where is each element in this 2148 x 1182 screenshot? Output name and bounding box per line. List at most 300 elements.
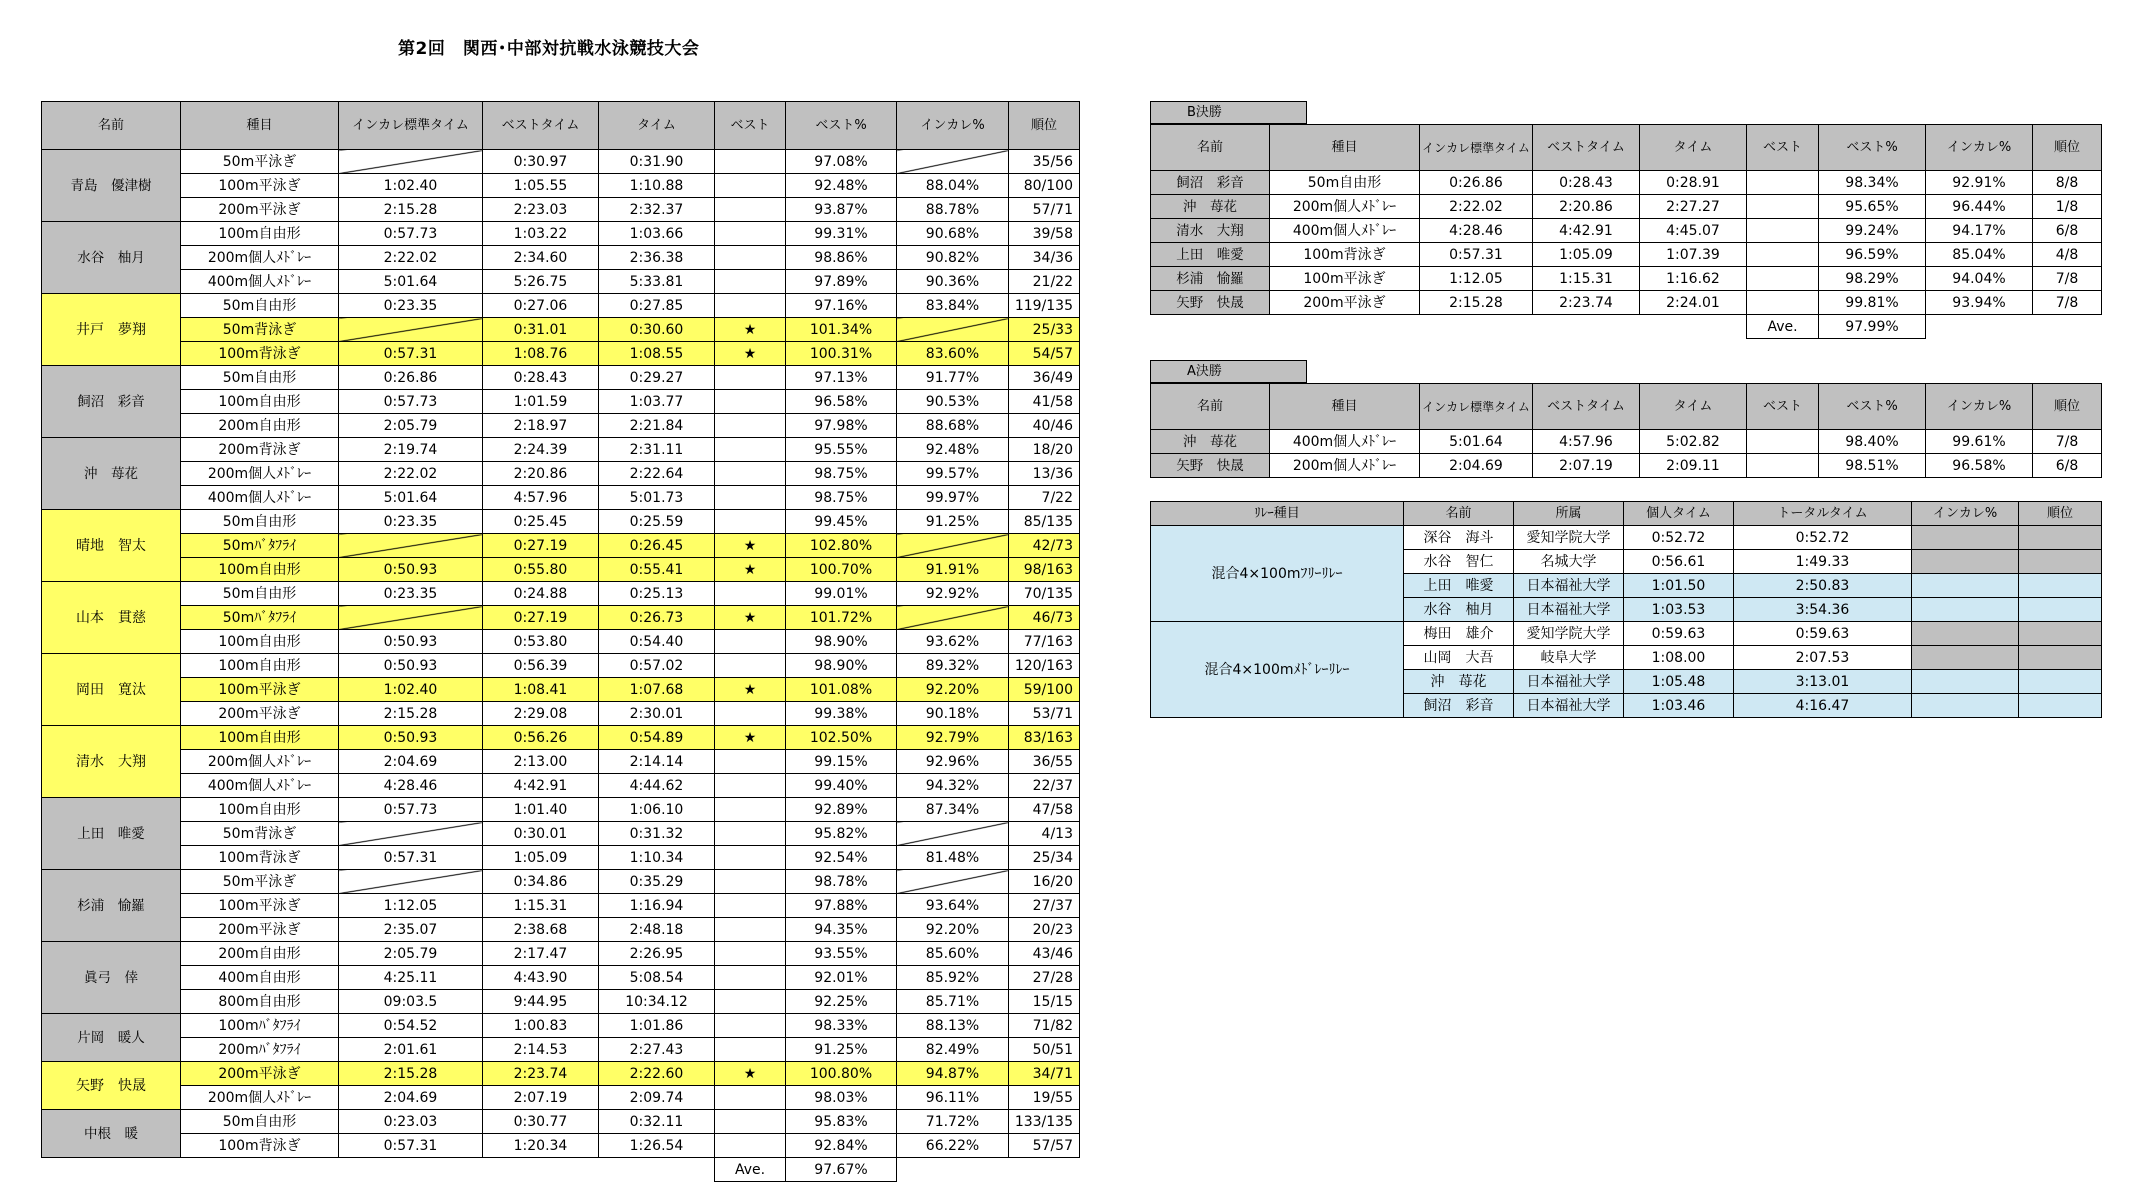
best-time-cell: 2:29.08 xyxy=(483,702,599,726)
event-cell: 50m自由形 xyxy=(181,510,339,534)
team-name: 愛知学院大学 xyxy=(1514,622,1624,646)
rank-cell xyxy=(2019,670,2102,694)
time-cell: 2:21.84 xyxy=(599,414,715,438)
event-cell: 200mﾊﾞﾀﾌﾗｲ xyxy=(181,1038,339,1062)
total-time: 0:52.72 xyxy=(1734,526,1912,550)
best-star-cell xyxy=(715,798,786,822)
swimmer-name: 山岡 大吾 xyxy=(1404,646,1514,670)
time-cell: 0:35.29 xyxy=(599,870,715,894)
standard-time-cell: 0:57.31 xyxy=(339,846,483,870)
b-final-table xyxy=(1150,124,2102,339)
average-label: Ave. xyxy=(1747,315,1819,339)
incolle-pct-cell: 94.17% xyxy=(1926,219,2033,243)
time-cell: 1:03.66 xyxy=(599,222,715,246)
time-cell: 0:25.59 xyxy=(599,510,715,534)
empty-cell xyxy=(1640,315,1747,339)
best-time-cell: 0:27.06 xyxy=(483,294,599,318)
event-cell: 400m個人ﾒﾄﾞﾚｰ xyxy=(1270,430,1420,454)
time-cell: 2:27.27 xyxy=(1640,195,1747,219)
table-row xyxy=(42,774,1080,798)
rank-cell: 13/36 xyxy=(1009,462,1080,486)
athlete-name: 水谷 柚月 xyxy=(42,222,181,294)
table-row xyxy=(42,1014,1080,1038)
table-row xyxy=(42,534,1080,558)
athlete-name: 山本 貫慈 xyxy=(42,582,181,654)
best-time-cell: 1:01.40 xyxy=(483,798,599,822)
rank-cell: 7/8 xyxy=(2033,430,2102,454)
incolle-pct-cell xyxy=(897,606,1009,630)
best-time-cell: 1:05.55 xyxy=(483,174,599,198)
event-cell: 50m自由形 xyxy=(181,294,339,318)
event-cell: 200m個人ﾒﾄﾞﾚｰ xyxy=(181,462,339,486)
table-row xyxy=(42,582,1080,606)
rank-cell: 7/8 xyxy=(2033,267,2102,291)
best-star-cell xyxy=(715,1134,786,1158)
relay-header-name: 名前 xyxy=(1404,502,1514,526)
best-star-cell xyxy=(715,846,786,870)
incolle-pct-cell: 88.04% xyxy=(897,174,1009,198)
incolle-pct-cell: 90.53% xyxy=(897,390,1009,414)
header-best-time: ベストタイム xyxy=(483,102,599,150)
standard-time-cell: 2:05.79 xyxy=(339,414,483,438)
standard-time-cell xyxy=(339,318,483,342)
athlete-name: 沖 苺花 xyxy=(42,438,181,510)
split-time: 0:52.72 xyxy=(1624,526,1734,550)
best-time-cell: 0:53.80 xyxy=(483,630,599,654)
incolle-pct-cell: 82.49% xyxy=(897,1038,1009,1062)
incolle-pct-cell xyxy=(1912,622,2019,646)
table-row xyxy=(42,438,1080,462)
event-cell: 400m個人ﾒﾄﾞﾚｰ xyxy=(1270,219,1420,243)
table-row xyxy=(42,966,1080,990)
standard-time-cell: 2:15.28 xyxy=(1420,291,1533,315)
total-time: 2:07.53 xyxy=(1734,646,1912,670)
rank-cell: 35/56 xyxy=(1009,150,1080,174)
table-row xyxy=(42,750,1080,774)
event-cell: 200m個人ﾒﾄﾞﾚｰ xyxy=(181,750,339,774)
incolle-pct-cell: 94.87% xyxy=(897,1062,1009,1086)
best-time-cell: 2:23.03 xyxy=(483,198,599,222)
time-cell: 2:09.74 xyxy=(599,1086,715,1110)
incolle-pct-cell: 85.71% xyxy=(897,990,1009,1014)
best-time-cell: 2:38.68 xyxy=(483,918,599,942)
relay-header-incolle-pct: インカレ% xyxy=(1912,502,2019,526)
best-star-cell: ★ xyxy=(715,318,786,342)
athlete-name: 晴地 智太 xyxy=(42,510,181,582)
best-star-cell xyxy=(715,150,786,174)
standard-time-cell: 0:57.73 xyxy=(339,390,483,414)
best-time-cell: 1:15.31 xyxy=(483,894,599,918)
best-star-cell: ★ xyxy=(715,558,786,582)
a-header-time: タイム xyxy=(1640,384,1747,430)
event-cell: 200m個人ﾒﾄﾞﾚｰ xyxy=(181,246,339,270)
standard-time-cell xyxy=(339,150,483,174)
event-cell: 200m平泳ぎ xyxy=(181,198,339,222)
standard-time-cell: 2:04.69 xyxy=(339,1086,483,1110)
standard-time-cell: 0:57.73 xyxy=(339,222,483,246)
table-row xyxy=(42,702,1080,726)
best-star-cell xyxy=(715,702,786,726)
best-time-cell: 0:27.19 xyxy=(483,606,599,630)
total-time: 2:50.83 xyxy=(1734,574,1912,598)
empty-cell xyxy=(1420,315,1533,339)
best-star-cell xyxy=(715,750,786,774)
split-time: 1:08.00 xyxy=(1624,646,1734,670)
split-time: 1:05.48 xyxy=(1624,670,1734,694)
standard-time-cell: 0:57.31 xyxy=(339,1134,483,1158)
b-header-std: インカレ標準タイム xyxy=(1420,125,1533,171)
rank-cell: 80/100 xyxy=(1009,174,1080,198)
best-time-cell: 0:30.77 xyxy=(483,1110,599,1134)
rank-cell: 39/58 xyxy=(1009,222,1080,246)
best-time-cell: 2:13.00 xyxy=(483,750,599,774)
best-time-cell: 1:08.76 xyxy=(483,342,599,366)
standard-time-cell: 5:01.64 xyxy=(339,486,483,510)
b-header-incolle-pct: インカレ% xyxy=(1926,125,2033,171)
table-row xyxy=(42,630,1080,654)
event-cell: 100m平泳ぎ xyxy=(181,678,339,702)
incolle-pct-cell xyxy=(897,318,1009,342)
event-cell: 100m自由形 xyxy=(181,798,339,822)
best-pct-cell: 98.75% xyxy=(786,486,897,510)
standard-time-cell: 5:01.64 xyxy=(1420,430,1533,454)
final-row xyxy=(1151,243,2102,267)
time-cell: 1:07.68 xyxy=(599,678,715,702)
event-cell: 200m個人ﾒﾄﾞﾚｰ xyxy=(181,1086,339,1110)
final-row xyxy=(1151,219,2102,243)
final-row xyxy=(1151,195,2102,219)
event-cell: 200m平泳ぎ xyxy=(181,702,339,726)
header-event: 種目 xyxy=(181,102,339,150)
best-star-cell: ★ xyxy=(715,342,786,366)
best-star-cell xyxy=(715,1038,786,1062)
incolle-pct-cell: 91.25% xyxy=(897,510,1009,534)
time-cell: 0:29.27 xyxy=(599,366,715,390)
rank-cell xyxy=(2019,646,2102,670)
rank-cell: 83/163 xyxy=(1009,726,1080,750)
rank-cell: 16/20 xyxy=(1009,870,1080,894)
time-cell: 2:31.11 xyxy=(599,438,715,462)
best-time-cell: 0:28.43 xyxy=(483,366,599,390)
standard-time-cell: 1:02.40 xyxy=(339,174,483,198)
table-row xyxy=(42,1134,1080,1158)
rank-cell xyxy=(2019,550,2102,574)
best-pct-cell: 98.90% xyxy=(786,630,897,654)
best-star-cell: ★ xyxy=(715,1062,786,1086)
best-star-cell xyxy=(715,822,786,846)
event-cell: 100m平泳ぎ xyxy=(181,174,339,198)
best-star-cell xyxy=(1747,243,1819,267)
final-row xyxy=(1151,171,2102,195)
standard-time-cell: 2:22.02 xyxy=(339,246,483,270)
table-row xyxy=(42,150,1080,174)
best-star-cell xyxy=(715,870,786,894)
rank-cell: 46/73 xyxy=(1009,606,1080,630)
results-table xyxy=(41,101,1080,1182)
table-row xyxy=(42,246,1080,270)
best-time-cell: 0:55.80 xyxy=(483,558,599,582)
best-time-cell: 4:42.91 xyxy=(483,774,599,798)
rank-cell: 41/58 xyxy=(1009,390,1080,414)
athlete-name: 矢野 快晟 xyxy=(1151,291,1270,315)
best-pct-cell: 98.03% xyxy=(786,1086,897,1110)
best-star-cell xyxy=(715,1014,786,1038)
athlete-name: 中根 暖 xyxy=(42,1110,181,1158)
incolle-pct-cell: 71.72% xyxy=(897,1110,1009,1134)
incolle-pct-cell: 89.32% xyxy=(897,654,1009,678)
best-time-cell: 0:30.01 xyxy=(483,822,599,846)
b-header-name: 名前 xyxy=(1151,125,1270,171)
best-time-cell: 5:26.75 xyxy=(483,270,599,294)
swimmer-name: 深谷 海斗 xyxy=(1404,526,1514,550)
best-pct-cell: 96.58% xyxy=(786,390,897,414)
best-star-cell xyxy=(1747,219,1819,243)
best-pct-cell: 98.34% xyxy=(1819,171,1926,195)
standard-time-cell: 1:12.05 xyxy=(339,894,483,918)
standard-time-cell: 4:28.46 xyxy=(339,774,483,798)
table-row xyxy=(42,366,1080,390)
rank-cell: 54/57 xyxy=(1009,342,1080,366)
best-pct-cell: 93.55% xyxy=(786,942,897,966)
best-time-cell: 2:07.19 xyxy=(1533,454,1640,478)
standard-time-cell: 2:01.61 xyxy=(339,1038,483,1062)
rank-cell: 15/15 xyxy=(1009,990,1080,1014)
best-pct-cell: 102.50% xyxy=(786,726,897,750)
athlete-name: 飼沼 彩音 xyxy=(42,366,181,438)
b-header-best: ベスト xyxy=(1747,125,1819,171)
table-row xyxy=(42,1110,1080,1134)
b-header-time: タイム xyxy=(1640,125,1747,171)
best-pct-cell: 98.86% xyxy=(786,246,897,270)
best-pct-cell: 101.34% xyxy=(786,318,897,342)
event-cell: 200m自由形 xyxy=(181,942,339,966)
time-cell: 2:14.14 xyxy=(599,750,715,774)
a-final-label xyxy=(1150,360,1307,383)
athlete-name: 井戸 夢翔 xyxy=(42,294,181,366)
best-time-cell: 2:23.74 xyxy=(483,1062,599,1086)
event-cell: 50m背泳ぎ xyxy=(181,318,339,342)
best-star-cell xyxy=(1747,171,1819,195)
rank-cell: 71/82 xyxy=(1009,1014,1080,1038)
best-time-cell: 2:14.53 xyxy=(483,1038,599,1062)
event-cell: 50m平泳ぎ xyxy=(181,150,339,174)
time-cell: 2:24.01 xyxy=(1640,291,1747,315)
a-header-incolle-pct: インカレ% xyxy=(1926,384,2033,430)
time-cell: 0:55.41 xyxy=(599,558,715,582)
best-pct-cell: 99.15% xyxy=(786,750,897,774)
split-time: 0:56.61 xyxy=(1624,550,1734,574)
team-name: 岐阜大学 xyxy=(1514,646,1624,670)
standard-time-cell: 0:23.35 xyxy=(339,510,483,534)
best-time-cell: 1:05.09 xyxy=(1533,243,1640,267)
best-time-cell: 4:43.90 xyxy=(483,966,599,990)
table-row xyxy=(42,270,1080,294)
incolle-pct-cell: 93.94% xyxy=(1926,291,2033,315)
header-incolle-pct: インカレ% xyxy=(897,102,1009,150)
total-time: 0:59.63 xyxy=(1734,622,1912,646)
incolle-pct-cell: 91.91% xyxy=(897,558,1009,582)
standard-time-cell xyxy=(339,606,483,630)
table-row xyxy=(42,822,1080,846)
b-header-rank: 順位 xyxy=(2033,125,2102,171)
relay-event: 混合4×100mﾒﾄﾞﾚｰﾘﾚｰ xyxy=(1151,622,1404,718)
swimmer-name: 梅田 雄介 xyxy=(1404,622,1514,646)
rank-cell: 18/20 xyxy=(1009,438,1080,462)
standard-time-cell: 4:28.46 xyxy=(1420,219,1533,243)
best-pct-cell: 92.01% xyxy=(786,966,897,990)
best-time-cell: 2:23.74 xyxy=(1533,291,1640,315)
a-header-best: ベスト xyxy=(1747,384,1819,430)
relay-header-rank: 順位 xyxy=(2019,502,2102,526)
best-pct-cell: 97.16% xyxy=(786,294,897,318)
a-header-std: インカレ標準タイム xyxy=(1420,384,1533,430)
event-cell: 400m個人ﾒﾄﾞﾚｰ xyxy=(181,486,339,510)
event-cell: 200m平泳ぎ xyxy=(181,918,339,942)
b-header-event: 種目 xyxy=(1270,125,1420,171)
relay-header-event: ﾘﾚｰ種目 xyxy=(1151,502,1404,526)
relay-header-total: トータルタイム xyxy=(1734,502,1912,526)
rank-cell: 133/135 xyxy=(1009,1110,1080,1134)
time-cell: 0:31.90 xyxy=(599,150,715,174)
event-cell: 800m自由形 xyxy=(181,990,339,1014)
event-cell: 200m平泳ぎ xyxy=(1270,291,1420,315)
time-cell: 1:01.86 xyxy=(599,1014,715,1038)
best-time-cell: 9:44.95 xyxy=(483,990,599,1014)
rank-cell: 22/37 xyxy=(1009,774,1080,798)
best-pct-cell: 91.25% xyxy=(786,1038,897,1062)
a-header-best-pct: ベスト% xyxy=(1819,384,1926,430)
rank-cell: 8/8 xyxy=(2033,171,2102,195)
rank-cell: 98/163 xyxy=(1009,558,1080,582)
athlete-name: 清水 大翔 xyxy=(1151,219,1270,243)
incolle-pct-cell: 90.36% xyxy=(897,270,1009,294)
event-cell: 50m自由形 xyxy=(1270,171,1420,195)
standard-time-cell: 09:03.5 xyxy=(339,990,483,1014)
team-name: 日本福祉大学 xyxy=(1514,694,1624,718)
standard-time-cell xyxy=(339,534,483,558)
final-row xyxy=(1151,267,2102,291)
table-row xyxy=(42,198,1080,222)
average-value: 97.67% xyxy=(786,1158,897,1182)
time-cell: 1:26.54 xyxy=(599,1134,715,1158)
rank-cell: 6/8 xyxy=(2033,454,2102,478)
rank-cell xyxy=(2019,598,2102,622)
incolle-pct-cell: 83.84% xyxy=(897,294,1009,318)
table-row xyxy=(42,318,1080,342)
rank-cell: 27/37 xyxy=(1009,894,1080,918)
rank-cell: 57/57 xyxy=(1009,1134,1080,1158)
event-cell: 50m背泳ぎ xyxy=(181,822,339,846)
incolle-pct-cell: 90.18% xyxy=(897,702,1009,726)
athlete-name: 沖 苺花 xyxy=(1151,430,1270,454)
best-time-cell: 2:20.86 xyxy=(483,462,599,486)
best-star-cell: ★ xyxy=(715,678,786,702)
table-row xyxy=(42,1086,1080,1110)
standard-time-cell: 2:15.28 xyxy=(339,1062,483,1086)
time-cell: 0:31.32 xyxy=(599,822,715,846)
final-row xyxy=(1151,430,2102,454)
table-row xyxy=(42,798,1080,822)
time-cell: 10:34.12 xyxy=(599,990,715,1014)
a-header-name: 名前 xyxy=(1151,384,1270,430)
best-time-cell: 1:05.09 xyxy=(483,846,599,870)
best-star-cell xyxy=(715,774,786,798)
best-time-cell: 4:42.91 xyxy=(1533,219,1640,243)
standard-time-cell xyxy=(339,870,483,894)
time-cell: 4:44.62 xyxy=(599,774,715,798)
best-star-cell xyxy=(715,390,786,414)
best-pct-cell: 95.65% xyxy=(1819,195,1926,219)
incolle-pct-cell: 96.58% xyxy=(1926,454,2033,478)
rank-cell: 42/73 xyxy=(1009,534,1080,558)
event-cell: 100m背泳ぎ xyxy=(181,1134,339,1158)
time-cell: 0:30.60 xyxy=(599,318,715,342)
best-star-cell xyxy=(715,942,786,966)
incolle-pct-cell: 91.77% xyxy=(897,366,1009,390)
swimmer-name: 上田 唯愛 xyxy=(1404,574,1514,598)
best-star-cell xyxy=(715,174,786,198)
best-pct-cell: 98.78% xyxy=(786,870,897,894)
event-cell: 100m平泳ぎ xyxy=(181,894,339,918)
best-pct-cell: 92.89% xyxy=(786,798,897,822)
event-cell: 50m自由形 xyxy=(181,582,339,606)
time-cell: 1:03.77 xyxy=(599,390,715,414)
best-star-cell xyxy=(715,222,786,246)
incolle-pct-cell: 85.60% xyxy=(897,942,1009,966)
athlete-name: 眞弓 倖 xyxy=(42,942,181,1014)
event-cell: 400m自由形 xyxy=(181,966,339,990)
time-cell: 1:10.88 xyxy=(599,174,715,198)
rank-cell: 21/22 xyxy=(1009,270,1080,294)
event-cell: 200m平泳ぎ xyxy=(181,1062,339,1086)
best-time-cell: 2:17.47 xyxy=(483,942,599,966)
relay-header-split: 個人タイム xyxy=(1624,502,1734,526)
empty-cell xyxy=(2033,315,2102,339)
total-time: 1:49.33 xyxy=(1734,550,1912,574)
incolle-pct-cell: 92.79% xyxy=(897,726,1009,750)
best-star-cell: ★ xyxy=(715,606,786,630)
standard-time-cell: 0:23.35 xyxy=(339,294,483,318)
standard-time-cell: 0:26.86 xyxy=(339,366,483,390)
best-pct-cell: 98.33% xyxy=(786,1014,897,1038)
best-star-cell xyxy=(715,918,786,942)
best-star-cell xyxy=(715,414,786,438)
best-star-cell xyxy=(715,1086,786,1110)
best-time-cell: 1:15.31 xyxy=(1533,267,1640,291)
rank-cell: 47/58 xyxy=(1009,798,1080,822)
rank-cell xyxy=(2019,622,2102,646)
event-cell: 200m自由形 xyxy=(181,414,339,438)
event-cell: 100m自由形 xyxy=(181,654,339,678)
time-cell: 1:16.94 xyxy=(599,894,715,918)
standard-time-cell: 5:01.64 xyxy=(339,270,483,294)
page-title: 第2回 関西･中部対抗戦水泳競技大会 xyxy=(398,39,700,59)
time-cell: 1:07.39 xyxy=(1640,243,1747,267)
athlete-name: 矢野 快晟 xyxy=(42,1062,181,1110)
best-star-cell xyxy=(715,990,786,1014)
time-cell: 2:22.60 xyxy=(599,1062,715,1086)
best-star-cell xyxy=(1747,454,1819,478)
a-header-event: 種目 xyxy=(1270,384,1420,430)
incolle-pct-cell: 99.57% xyxy=(897,462,1009,486)
best-star-cell xyxy=(715,198,786,222)
best-star-cell xyxy=(715,462,786,486)
standard-time-cell: 0:23.35 xyxy=(339,582,483,606)
time-cell: 4:45.07 xyxy=(1640,219,1747,243)
incolle-pct-cell: 94.32% xyxy=(897,774,1009,798)
best-pct-cell: 92.48% xyxy=(786,174,897,198)
standard-time-cell: 0:57.31 xyxy=(1420,243,1533,267)
